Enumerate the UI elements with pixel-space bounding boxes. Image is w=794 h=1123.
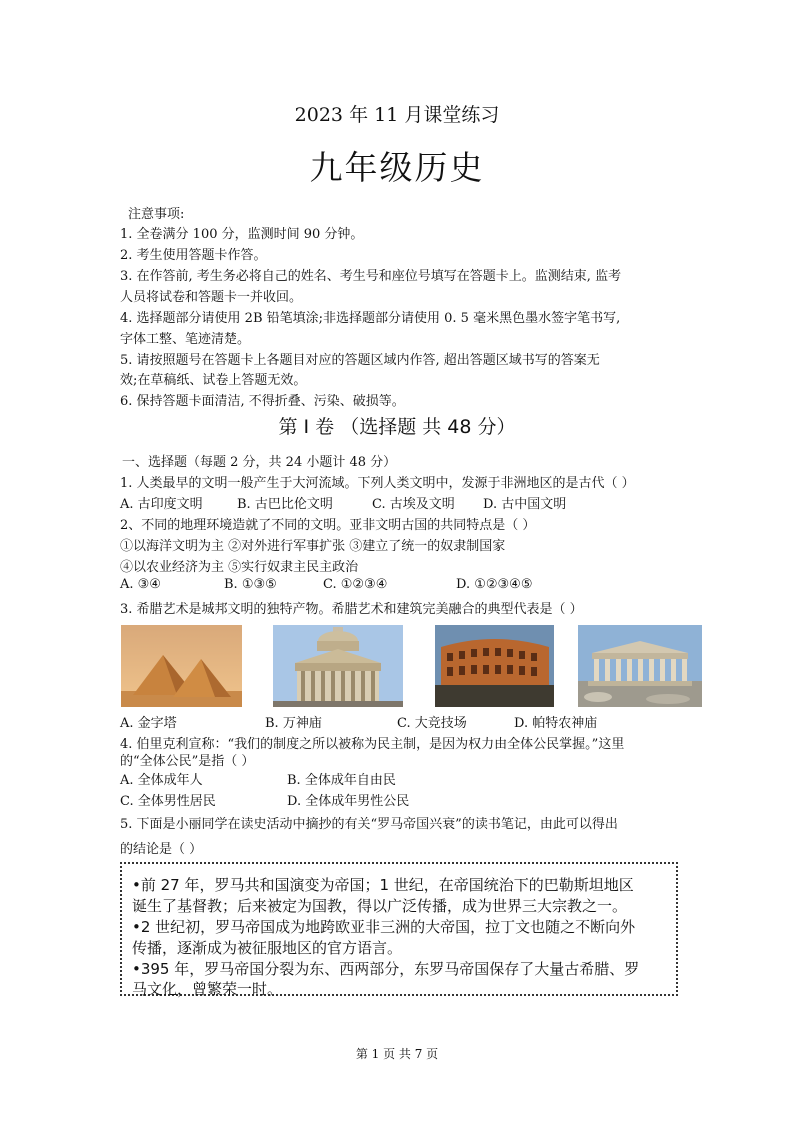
- question-4-stem-cont: 的“全体公民”是指（ ）: [120, 754, 255, 769]
- page-number: 第 1 页 共 7 页: [355, 1047, 439, 1061]
- q4-option-c[interactable]: C. 全体男性居民: [120, 794, 216, 809]
- q2-items: ④以农业经济为主 ⑤实行奴隶主民主政治: [120, 560, 359, 575]
- q1-option-d[interactable]: D. 古中国文明: [483, 497, 567, 512]
- q2-option-d[interactable]: D. ①②③④⑤: [456, 577, 533, 592]
- q4-option-d[interactable]: D. 全体成年男性公民: [287, 794, 410, 809]
- question-3-stem: 3. 希腊艺术是城邦文明的独特产物。希腊艺术和建筑完美融合的典型代表是（ ）: [120, 602, 583, 617]
- colosseum-image: [435, 625, 554, 707]
- q3-option-a[interactable]: A. 金字塔: [120, 716, 177, 731]
- question-5-stem-cont: 的结论是（ ）: [120, 842, 203, 857]
- notice-heading: 注意事项:: [128, 207, 185, 222]
- notice-line: 人员将试卷和答题卡一并收回。: [120, 290, 303, 305]
- q3-option-d[interactable]: D. 帕特农神庙: [514, 716, 598, 731]
- q1-option-a[interactable]: A. 古印度文明: [120, 497, 203, 512]
- q3-option-c[interactable]: C. 大竞技场: [397, 716, 467, 731]
- question-4-stem: 4. 伯里克利宣称：“我们的制度之所以被称为民主制，是因为权力由全体公民掌握。”这里: [120, 737, 625, 752]
- note-line: •2 世纪初，罗马帝国成为地跨欧亚非三洲的大帝国，拉丁文也随之不断向外: [132, 918, 636, 936]
- exam-header-title: 2023 年 11 月课堂练习: [294, 104, 500, 126]
- q1-option-c[interactable]: C. 古埃及文明: [372, 497, 455, 512]
- notice-line: 效;在草稿纸、试卷上答题无效。: [120, 373, 307, 388]
- subject-title: 九年级历史: [309, 148, 485, 187]
- note-line: •前 27 年，罗马共和国演变为帝国；1 世纪，在帝国统治下的巴勒斯坦地区: [132, 876, 634, 894]
- note-line: •395 年，罗马帝国分裂为东、西两部分，东罗马帝国保存了大量古希腊、罗: [132, 960, 640, 978]
- q2-option-c[interactable]: C. ①②③④: [323, 577, 388, 592]
- question-5-stem: 5. 下面是小丽同学在读史活动中摘抄的有关“罗马帝国兴衰”的读书笔记，由此可以得出: [120, 817, 618, 832]
- notice-line: 1. 全卷满分 100 分，监测时间 90 分钟。: [120, 227, 364, 242]
- question-1-stem: 1. 人类最早的文明一般产生于大河流域。下列人类文明中，发源于非洲地区的是古代（ ）: [120, 476, 635, 491]
- q4-option-b[interactable]: B. 全体成年自由民: [287, 773, 396, 788]
- section-instruction: 一、选择题（每题 2 分，共 24 小题计 48 分）: [122, 455, 397, 470]
- q3-option-b[interactable]: B. 万神庙: [265, 716, 322, 731]
- pyramids-image: [121, 625, 242, 707]
- note-line: 马文化，曾繁荣一时。: [132, 980, 283, 998]
- notice-line: 3. 在作答前, 考生务必将自己的姓名、考生号和座位号填写在答题卡上。监测结束, 监考: [120, 269, 622, 284]
- q4-option-a[interactable]: A. 全体成年人: [120, 773, 203, 788]
- notice-line: 4. 选择题部分请使用 2B 铅笔填涂;非选择题部分请使用 0. 5 毫米黑色墨水签字笔书写,: [120, 311, 621, 326]
- reading-notes-box: [120, 862, 678, 996]
- q2-option-b[interactable]: B. ①③⑤: [224, 577, 277, 592]
- q1-option-b[interactable]: B. 古巴比伦文明: [237, 497, 333, 512]
- notice-line: 5. 请按照题号在答题卡上各题目对应的答题区域内作答, 超出答题区域书写的答案无: [120, 353, 600, 368]
- note-line: 诞生了基督教；后来被定为国教，得以广泛传播，成为世界三大宗教之一。: [132, 897, 628, 915]
- q2-option-a[interactable]: A. ③④: [120, 577, 161, 592]
- notice-line: 字体工整、笔迹清楚。: [120, 332, 251, 347]
- notice-line: 6. 保持答题卡面清洁, 不得折叠、污染、破损等。: [120, 394, 405, 409]
- parthenon-image: [578, 625, 702, 707]
- q2-items: ①以海洋文明为主 ②对外进行军事扩张 ③建立了统一的奴隶制国家: [120, 539, 506, 554]
- question-2-stem: 2、不同的地理环境造就了不同的文明。亚非文明古国的共同特点是（ ）: [120, 518, 536, 533]
- notice-line: 2. 考生使用答题卡作答。: [120, 248, 267, 263]
- note-line: 传播，逐渐成为被征服地区的官方语言。: [132, 939, 403, 957]
- section-title: 第 Ⅰ 卷 （选择题 共 48 分）: [278, 416, 516, 438]
- pantheon-image: [273, 625, 403, 707]
